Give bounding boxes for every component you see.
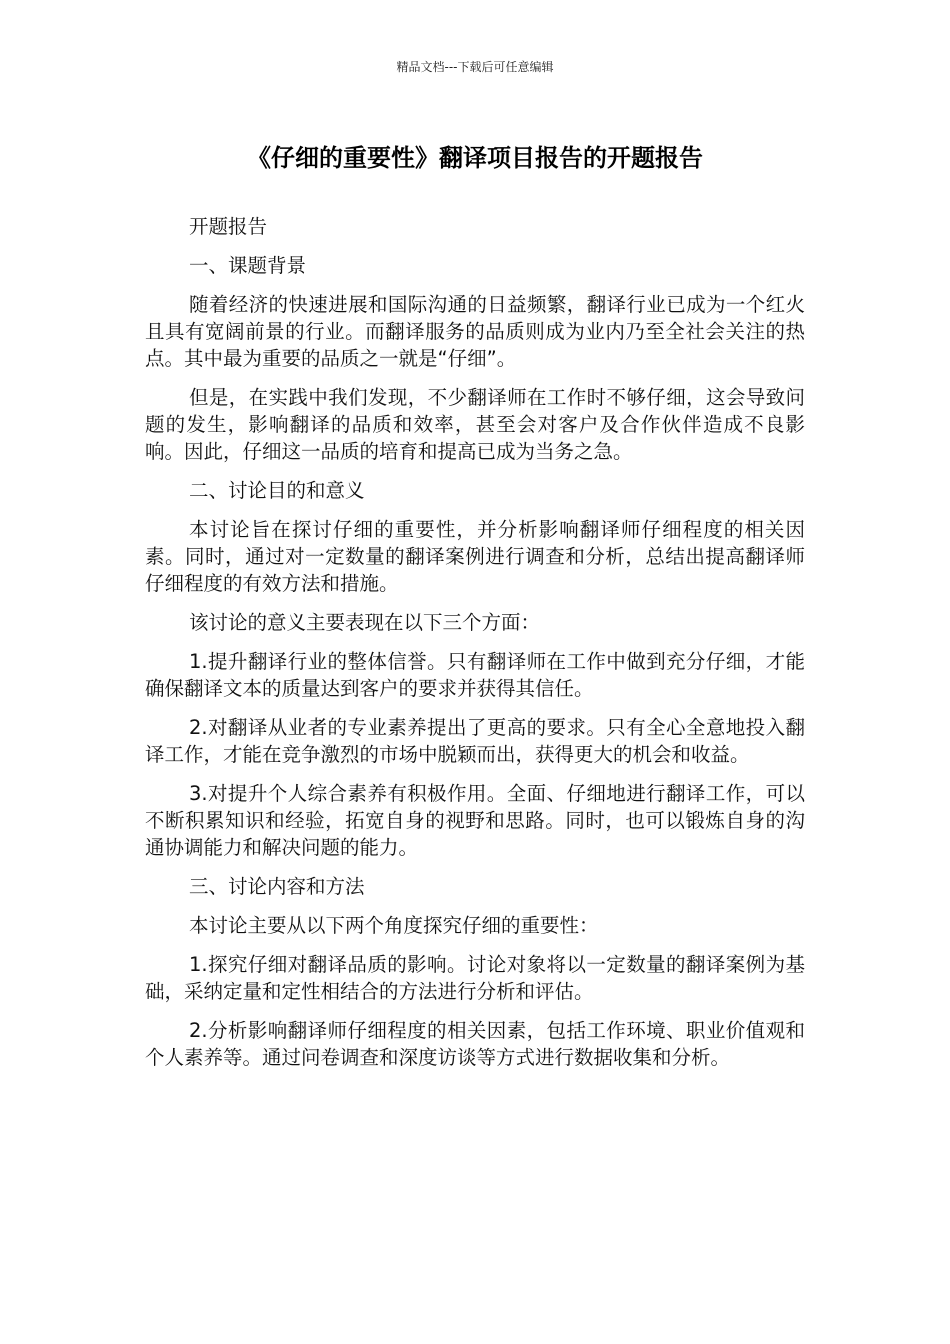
heading-purpose: 二、讨论目的和意义 xyxy=(189,479,365,502)
document-body xyxy=(145,213,805,1083)
paragraph-purpose-1: 本讨论旨在探讨仔细的重要性，并分析影响翻译师仔细程度的相关因素。同时，通过对一定数量的翻译案例进行调查和分析，总结出提高翻译师仔细程度的有效方法和措施。 xyxy=(145,518,805,595)
list-item-significance-1: 1.提升翻译行业的整体信誉。只有翻译师在工作中做到充分仔细，才能确保翻译文本的质量达到客户的要求并获得其信任。 xyxy=(145,650,805,700)
document-title: 《仔细的重要性》翻译项目报告的开题报告 xyxy=(247,144,703,172)
list-item-method-2: 2.分析影响翻译师仔细程度的相关因素，包括工作环境、职业价值观和个人素养等。通过问卷调查和深度访谈等方式进行数据收集和分析。 xyxy=(145,1019,805,1069)
list-item-significance-2: 2.对翻译从业者的专业素养提出了更高的要求。只有全心全意地投入翻译工作，才能在竞争激烈的市场中脱颖而出，获得更大的机会和收益。 xyxy=(145,716,805,766)
paragraph-content-intro: 本讨论主要从以下两个角度探究仔细的重要性： xyxy=(189,914,599,937)
paragraph-section-label: 开题报告 xyxy=(189,215,268,238)
list-item-significance-3: 3.对提升个人综合素养有积极作用。全面、仔细地进行翻译工作，可以不断积累知识和经验，拓宽自身的视野和思路。同时，也可以锻炼自身的沟通协调能力和解决问题的能力。 xyxy=(145,782,805,859)
page-header-note: 精品文档---下载后可任意编辑 xyxy=(396,60,554,74)
paragraph-purpose-2: 该讨论的意义主要表现在以下三个方面： xyxy=(189,611,541,634)
heading-background: 一、课题背景 xyxy=(189,254,307,277)
heading-content-method: 三、讨论内容和方法 xyxy=(189,875,365,898)
list-item-method-1: 1.探究仔细对翻译品质的影响。讨论对象将以一定数量的翻译案例为基础，采纳定量和定性相结合的方法进行分析和评估。 xyxy=(145,953,805,1003)
paragraph-background-2: 但是，在实践中我们发现，不少翻译师在工作时不够仔细，这会导致问题的发生，影响翻译的品质和效率，甚至会对客户及合作伙伴造成不良影响。因此，仔细这一品质的培育和提高已成为当务之急。 xyxy=(145,386,805,463)
paragraph-background-1: 随着经济的快速进展和国际沟通的日益频繁，翻译行业已成为一个红火且具有宽阔前景的行业。而翻译服务的品质则成为业内乃至全社会关注的热点。其中最为重要的品质之一就是“仔细”。 xyxy=(145,293,805,370)
